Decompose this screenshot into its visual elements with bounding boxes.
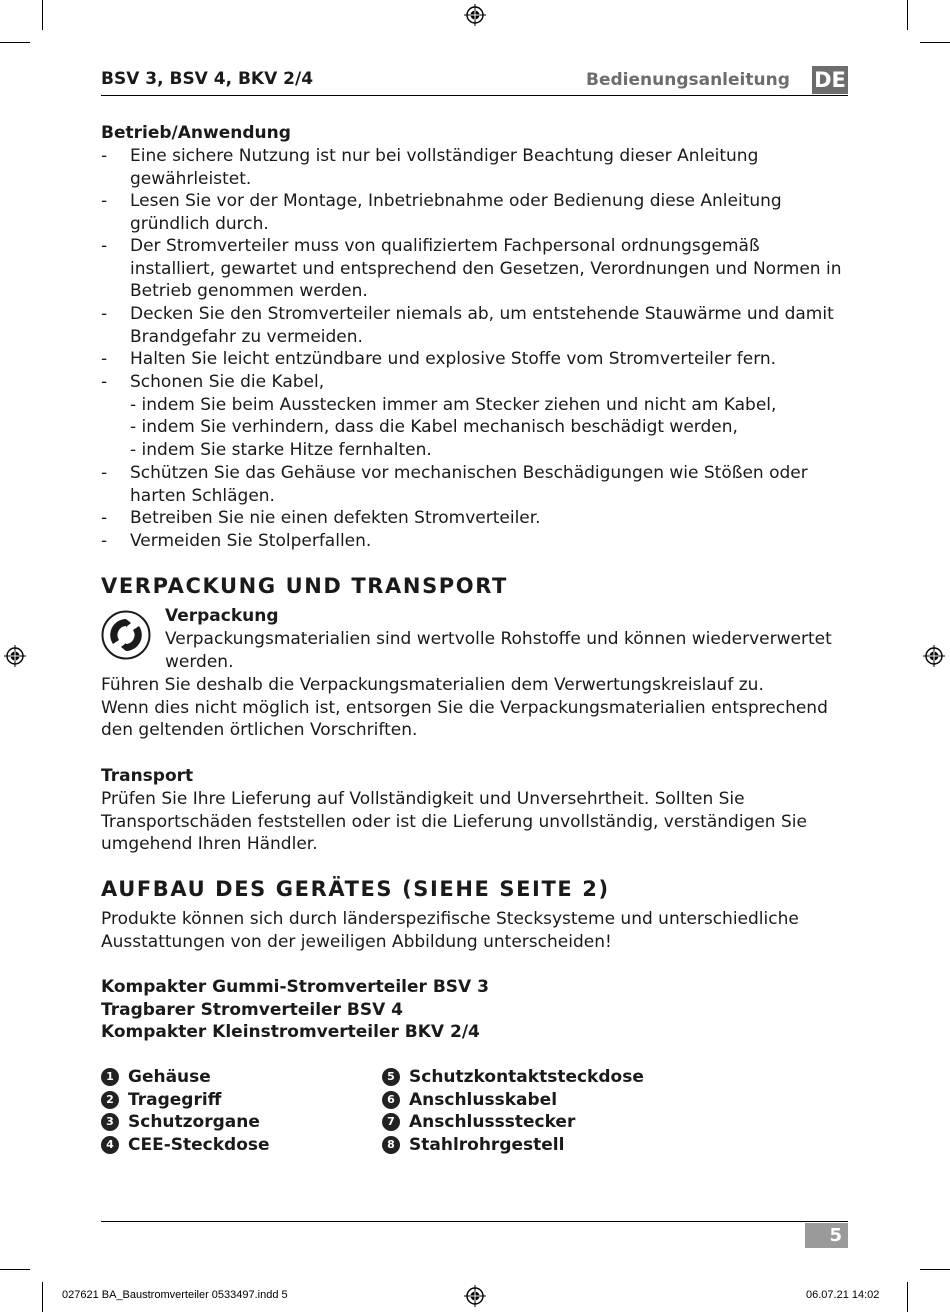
crop-mark — [42, 1282, 43, 1312]
part-number-badge: 8 — [382, 1136, 400, 1154]
crop-mark — [907, 1282, 908, 1312]
list-item-line: Lesen Sie vor der Montage, Inbetriebnahme oder Bedienung diese Anleitung — [130, 191, 782, 211]
part-number-badge: 5 — [382, 1068, 400, 1086]
list-item-line: Decken Sie den Stromverteiler niemals ab, um entstehende Stauwärme und damit — [130, 304, 834, 324]
part-item — [101, 1090, 221, 1110]
transport-heading: Transport — [101, 766, 194, 786]
text-line: Ausstattungen von der jeweiligen Abbildung unterscheiden! — [101, 931, 612, 952]
print-slug-date: 06.07.21 14:02 — [806, 1289, 880, 1301]
crop-mark — [920, 42, 950, 43]
header-doc-type: Bedienungsanleitung — [586, 70, 790, 90]
crop-mark — [42, 0, 43, 30]
part-label: CEE-Steckdose — [128, 1135, 270, 1155]
crop-mark — [0, 1269, 30, 1270]
header-rule — [101, 95, 848, 96]
header-models: BSV 3, BSV 4, BKV 2/4 — [101, 69, 314, 89]
part-label: Anschlussstecker — [409, 1112, 576, 1132]
part-item — [101, 1112, 260, 1132]
part-item — [101, 1135, 270, 1155]
list-item-line: harten Schlägen. — [130, 485, 275, 506]
list-item-line: - indem Sie verhindern, dass die Kabel mechanisch beschädigt werden, — [130, 417, 738, 438]
section-title-aufbau: AUFBAU DES GERÄTES (SIEHE SEITE 2) — [101, 877, 610, 901]
part-item — [101, 1067, 211, 1087]
part-label: Schutzorgane — [128, 1112, 260, 1132]
part-label: Gehäuse — [128, 1067, 211, 1087]
verpackung-more-text — [101, 674, 861, 742]
crop-mark — [907, 0, 908, 30]
part-number-badge: 3 — [101, 1113, 119, 1131]
print-slug-file: 027621 BA_Baustromverteiler 0533497.indd 5 — [62, 1289, 288, 1301]
footer-rule — [101, 1221, 848, 1222]
list-item-line: Brandgefahr zu vermeiden. — [130, 326, 363, 347]
part-item — [382, 1090, 557, 1110]
part-item — [382, 1135, 564, 1155]
list-dash: - — [101, 304, 108, 324]
list-item-line: - indem Sie beim Ausstecken immer am Stecker ziehen und nicht am Kabel, — [130, 394, 777, 415]
betrieb-heading: Betrieb/Anwendung — [101, 123, 291, 143]
list-dash: - — [101, 531, 108, 551]
language-badge: DE — [812, 66, 848, 94]
part-number-badge: 4 — [101, 1136, 119, 1154]
registration-mark-icon — [464, 1285, 486, 1307]
list-item-line: gewährleistet. — [130, 168, 252, 189]
verpackung-text — [165, 628, 865, 673]
list-dash: - — [101, 349, 108, 369]
list-dash: - — [101, 463, 108, 483]
aufbau-intro — [101, 908, 861, 953]
list-item-line: Der Stromverteiler muss von qualifiziertem Fachpersonal ordnungsgemäß — [130, 236, 760, 256]
list-item-line: Schützen Sie das Gehäuse vor mechanischen Beschädigungen wie Stößen oder — [130, 463, 808, 483]
list-item-line: gründlich durch. — [130, 213, 269, 234]
part-label: Anschlusskabel — [409, 1090, 558, 1110]
part-label: Tragegriff — [128, 1090, 222, 1110]
part-item — [382, 1067, 644, 1087]
registration-mark-icon — [923, 645, 945, 667]
list-item-line: Betrieb genommen werden. — [130, 281, 368, 302]
crop-mark — [0, 42, 30, 43]
registration-mark-icon — [4, 645, 26, 667]
list-item-line: Vermeiden Sie Stolperfallen. — [130, 531, 372, 551]
text-line: Transportschäden feststellen oder ist die Lieferung unvollständig, verständigen Sie — [101, 811, 807, 832]
transport-text — [101, 788, 861, 856]
page-number: 5 — [805, 1223, 848, 1248]
part-label: Stahlrohrgestell — [409, 1135, 565, 1155]
list-dash: - — [101, 372, 108, 392]
section-title-verpackung-transport: VERPACKUNG UND TRANSPORT — [101, 574, 508, 598]
text-line: Wenn dies nicht möglich ist, entsorgen Sie die Verpackungsmaterialien entsprechend — [101, 697, 828, 718]
crop-mark — [920, 1269, 950, 1270]
part-item — [382, 1112, 575, 1132]
text-line: umgehend Ihren Händler. — [101, 834, 318, 855]
model-name: Tragbarer Stromverteiler BSV 4 — [101, 999, 403, 1020]
list-dash: - — [101, 236, 108, 256]
text-line: Führen Sie deshalb die Verpackungsmaterialien dem Verwertungskreislauf zu. — [101, 675, 764, 695]
model-name: Kompakter Kleinstromverteiler BKV 2/4 — [101, 1022, 480, 1043]
list-item-line: Halten Sie leicht entzündbare und explosive Stoffe vom Stromverteiler fern. — [130, 349, 777, 369]
list-dash: - — [101, 508, 108, 528]
text-line: Verpackungsmaterialien sind wertvolle Rohstoffe und können wiederverwertet — [165, 629, 832, 649]
registration-mark-icon — [464, 4, 486, 26]
text-line: Prüfen Sie Ihre Lieferung auf Vollständigkeit und Unversehrtheit. Sollten Sie — [101, 789, 745, 809]
text-line: Produkte können sich durch länderspezifische Stecksysteme und unterschiedliche — [101, 909, 799, 929]
list-dash: - — [101, 191, 108, 211]
model-list — [101, 976, 489, 1044]
recycling-green-dot-icon — [101, 610, 151, 660]
model-name: Kompakter Gummi-Stromverteiler BSV 3 — [101, 977, 489, 997]
list-item-line: Betreiben Sie nie einen defekten Stromverteiler. — [130, 508, 541, 528]
list-dash: - — [101, 146, 108, 166]
list-item-line: Eine sichere Nutzung ist nur bei vollständiger Beachtung dieser Anleitung — [130, 146, 759, 166]
list-item-line: Schonen Sie die Kabel, — [130, 372, 325, 392]
text-line: werden. — [165, 651, 234, 672]
part-number-badge: 6 — [382, 1091, 400, 1109]
list-item-line: installiert, gewartet und entsprechend den Gesetzen, Verordnungen und Normen in — [130, 258, 842, 279]
text-line: den geltenden örtlichen Vorschriften. — [101, 720, 418, 741]
part-number-badge: 1 — [101, 1068, 119, 1086]
part-label: Schutzkontaktsteckdose — [409, 1067, 644, 1087]
part-number-badge: 7 — [382, 1113, 400, 1131]
list-item-line: - indem Sie starke Hitze fernhalten. — [130, 440, 432, 461]
verpackung-heading: Verpackung — [165, 606, 279, 626]
part-number-badge: 2 — [101, 1091, 119, 1109]
